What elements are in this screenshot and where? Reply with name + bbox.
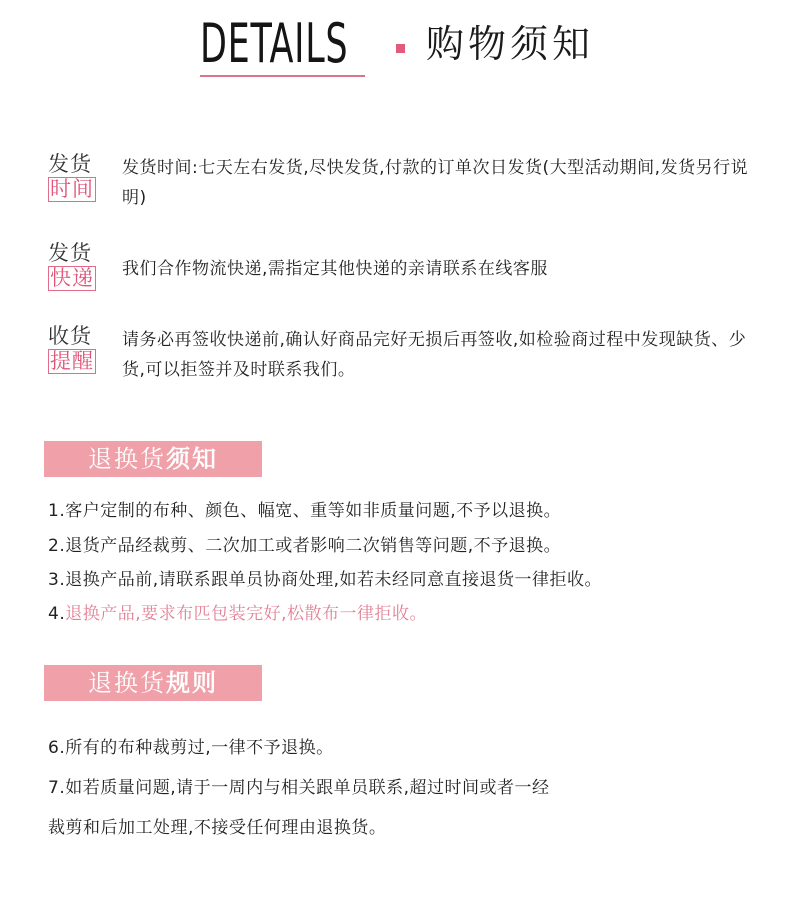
item-number: 1. <box>48 501 66 521</box>
rule-item <box>48 733 768 763</box>
rule-item <box>48 773 768 803</box>
item-number: 4. <box>48 604 66 624</box>
item-text: 所有的布种裁剪过,一律不予退换。 <box>65 738 334 758</box>
item-text: 退货产品经裁剪、二次加工或者影响二次销售等问题,不予退换。 <box>65 536 562 556</box>
item-text: 退换产品前,请联系跟单员协商处理,如若未经同意直接退货一律拒收。 <box>65 570 603 590</box>
info-tag <box>48 324 100 374</box>
returns-notice-banner <box>44 441 262 477</box>
info-tag-top: 发货 <box>48 152 92 176</box>
item-text: 退换产品,要求布匹包装完好,松散布一律拒收。 <box>65 604 428 624</box>
notice-item <box>48 565 768 595</box>
item-text: 裁剪和后加工处理,不接受任何理由退换货。 <box>48 818 387 838</box>
item-text: 如若质量问题,请于一周内与相关跟单员联系,超过时间或者一经 <box>65 778 550 798</box>
info-tag-bottom: 快递 <box>50 266 94 290</box>
info-text: 请务必再签收快递前,确认好商品完好无损后再签收,如检验商过程中发现缺货、少货,可以拒签并及时联系我们。 <box>122 330 747 380</box>
info-tag <box>48 241 100 291</box>
info-tag-bottom: 提醒 <box>50 349 94 373</box>
notice-item <box>48 496 768 526</box>
header-title-english: DETAILS <box>200 12 349 75</box>
banner-label: 退换货 <box>88 669 166 697</box>
header-title-underline <box>200 75 365 77</box>
info-tag-top: 发货 <box>48 241 92 265</box>
item-number: 6. <box>48 738 66 758</box>
header-separator-dot <box>396 44 405 53</box>
returns-rules-banner <box>44 665 262 701</box>
item-text: 客户定制的布种、颜色、幅宽、重等如非质量问题,不予以退换。 <box>65 501 562 521</box>
item-number: 3. <box>48 570 66 590</box>
notice-item-highlight <box>48 599 768 629</box>
banner-label-bold: 须知 <box>166 445 218 473</box>
page-header <box>0 0 800 90</box>
info-tag-bottom: 时间 <box>50 177 94 201</box>
info-tag <box>48 152 100 202</box>
banner-label-bold: 规则 <box>166 669 218 697</box>
item-number: 2. <box>48 536 66 556</box>
info-tag-top: 收货 <box>48 324 92 348</box>
item-number: 7. <box>48 778 66 798</box>
info-text: 发货时间:七天左右发货,尽快发货,付款的订单次日发货(大型活动期间,发货另行说明) <box>122 158 749 208</box>
info-text: 我们合作物流快递,需指定其他快递的亲请联系在线客服 <box>122 259 548 279</box>
header-title-chinese: 购物须知 <box>426 22 595 66</box>
notice-item <box>48 531 768 561</box>
banner-label: 退换货 <box>88 445 166 473</box>
rule-item-continued <box>48 813 768 843</box>
